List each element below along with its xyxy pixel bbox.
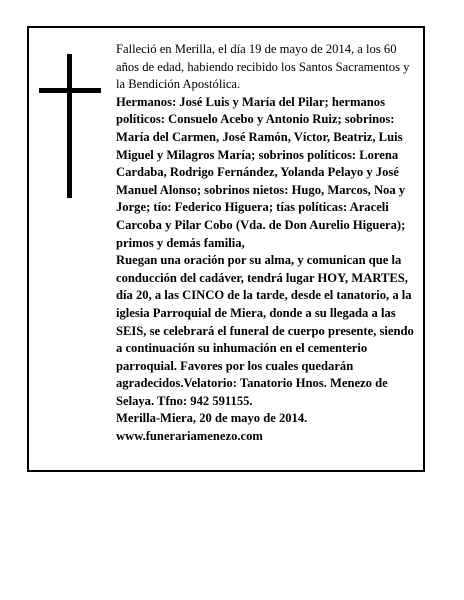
obituary-notice-frame <box>27 26 425 472</box>
death-announcement: Falleció en Merilla, el día 19 de mayo de 2014, a los 60 años de edad, habiendo recibido los Santos Sacramentos y la Bendición Apostólica. <box>116 42 410 92</box>
obituary-text <box>116 41 418 446</box>
cross-horizontal-bar <box>39 88 101 93</box>
cross-icon <box>39 54 101 198</box>
cross-vertical-bar <box>67 54 72 198</box>
funeral-details: Ruegan una oración por su alma, y comunican que la conducción del cadáver, tendrá lugar HOY, MARTES, día 20, a las CINCO de la tarde, desde el tanatorio, a la iglesia Parroquial de Miera, donde a su llegada a las SEIS, se celebrará el funeral de cuerpo presente, siendo a continuación su inhumación en el cementerio parroquial. Favores por los cuales quedarán agradecidos.Velatorio: Tanatorio Hnos. Menezo de Selaya. Tfno: 942 591155. <box>116 253 414 408</box>
family-list: Hermanos: José Luis y María del Pilar; hermanos políticos: Consuelo Acebo y Antonio Ruiz; sobrinos: María del Carmen, José Ramón, Víctor, Beatriz, Luis Miguel y Milagros María; sobrinos políticos: Lorena Cardaba, Rodrigo Fernández, Yolanda Pelayo y José Manuel Alonso; sobrinos nietos: Hugo, Marcos, Noa y Jorge; tío: Federico Higuera; tías políticas: Araceli Carcoba y Pilar Cobo (Vda. de Don Aurelio Higuera); primos y demás familia, <box>116 94 406 250</box>
place-and-date: Merilla-Miera, 20 de mayo de 2014. <box>116 411 308 426</box>
funeral-home-website: www.funerariamenezo.com <box>116 429 263 444</box>
